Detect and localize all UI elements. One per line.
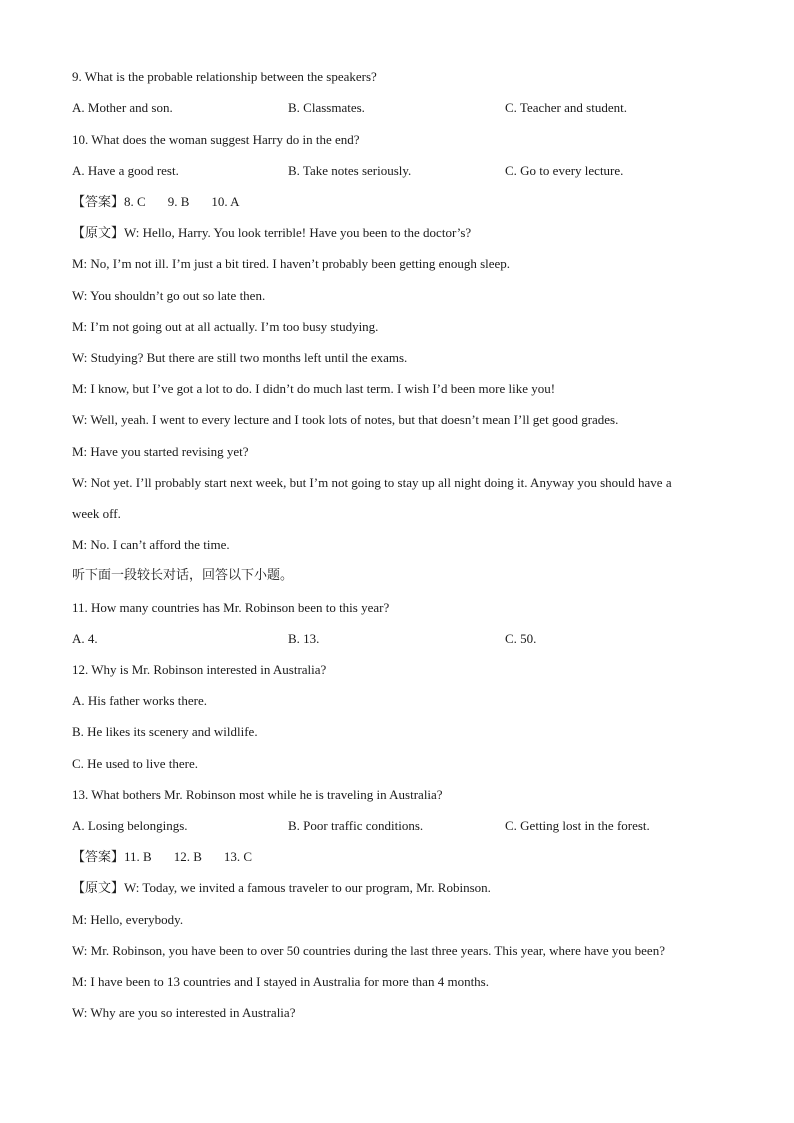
option-b: B. Classmates. (288, 100, 365, 115)
question-11-options (72, 630, 722, 648)
option-c: C. Getting lost in the forest. (505, 818, 650, 833)
question-9: 9. What is the probable relationship between the speakers? (72, 69, 377, 84)
transcript-line: M: I have been to 13 countries and I stayed in Australia for more than 4 months. (72, 974, 489, 989)
transcript-line: week off. (72, 506, 121, 521)
transcript-line (72, 224, 471, 243)
transcript-text: W: Today, we invited a famous traveler to our program, Mr. Robinson. (124, 880, 491, 895)
answer-key-1 (72, 193, 262, 212)
option-a: A. Losing belongings. (72, 818, 188, 833)
answer-item: 8. C (124, 194, 146, 209)
transcript-label: 【原文】 (72, 881, 125, 896)
transcript-label: 【原文】 (72, 226, 125, 241)
transcript-line: M: I’m not going out at all actually. I’m too busy studying. (72, 319, 379, 334)
answer-key-2 (72, 848, 274, 867)
transcript-line: W: Why are you so interested in Australia? (72, 1005, 296, 1020)
question-11: 11. How many countries has Mr. Robinson been to this year? (72, 600, 390, 615)
transcript-line: M: Hello, everybody. (72, 912, 184, 927)
transcript-line (72, 879, 491, 898)
option-b: B. 13. (288, 631, 320, 646)
option-b: B. Poor traffic conditions. (288, 818, 424, 833)
answer-item: 9. B (167, 194, 190, 209)
answer-item: 10. A (211, 194, 240, 209)
option-c: C. Go to every lecture. (505, 163, 624, 178)
transcript-line: M: No. I can’t afford the time. (72, 537, 230, 552)
transcript-line: M: Have you started revising yet? (72, 444, 249, 459)
option-c: C. He used to live there. (72, 756, 198, 771)
section-instruction: 听下面一段较长对话，回答以下小题。 (72, 568, 294, 583)
transcript-line: W: Not yet. I’ll probably start next week, but I’m not going to stay up all night doing it. Anyway you should have a (72, 475, 672, 490)
option-c: C. Teacher and student. (505, 100, 627, 115)
transcript-line: M: I know, but I’ve got a lot to do. I didn’t do much last term. I wish I’d been more like you! (72, 381, 556, 396)
question-9-options (72, 99, 722, 117)
answer-item: 13. C (223, 849, 253, 864)
transcript-line: M: No, I’m not ill. I’m just a bit tired. I haven’t probably been getting enough sleep. (72, 256, 511, 271)
option-b: B. Take notes seriously. (288, 163, 412, 178)
answer-item: 12. B (173, 849, 202, 864)
transcript-line: W: Studying? But there are still two months left until the exams. (72, 350, 408, 365)
answer-label: 【答案】 (72, 850, 125, 865)
transcript-text: W: Hello, Harry. You look terrible! Have you been to the doctor’s? (124, 225, 472, 240)
option-c: C. 50. (505, 631, 537, 646)
answer-item: 11. B (124, 849, 152, 864)
question-13-options (72, 817, 722, 835)
transcript-line: W: You shouldn’t go out so late then. (72, 288, 266, 303)
option-a: A. His father works there. (72, 693, 208, 708)
question-12: 12. Why is Mr. Robinson interested in Australia? (72, 662, 327, 677)
transcript-line: W: Mr. Robinson, you have been to over 50 countries during the last three years. This year, where have you been? (72, 943, 665, 958)
option-a: A. Mother and son. (72, 100, 173, 115)
option-a: A. 4. (72, 631, 98, 646)
transcript-line: W: Well, yeah. I went to every lecture and I took lots of notes, but that doesn’t mean I’ll get good grades. (72, 412, 619, 427)
question-10-options (72, 162, 722, 180)
question-13: 13. What bothers Mr. Robinson most while he is traveling in Australia? (72, 787, 443, 802)
option-a: A. Have a good rest. (72, 163, 179, 178)
question-10: 10. What does the woman suggest Harry do in the end? (72, 132, 360, 147)
option-b: B. He likes its scenery and wildlife. (72, 724, 258, 739)
answer-label: 【答案】 (72, 195, 125, 210)
